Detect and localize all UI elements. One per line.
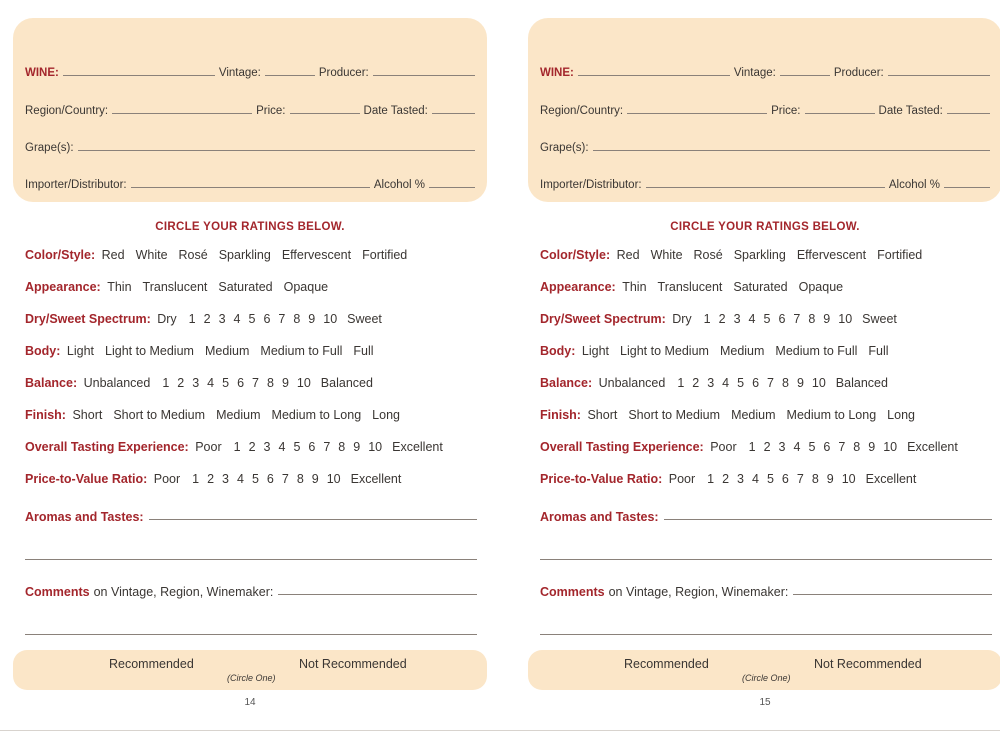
date-tasted-field[interactable] (432, 113, 475, 114)
comments-line-2[interactable] (540, 634, 992, 635)
rating-option[interactable]: Short (72, 408, 103, 422)
aromas-row (25, 510, 477, 524)
rating-label: Color/Style: (25, 248, 96, 262)
scale-number[interactable]: 5 (222, 376, 230, 390)
rating-label: Color/Style: (540, 248, 611, 262)
rating-option[interactable]: Red (101, 248, 125, 262)
scale-number[interactable]: 2 (207, 472, 215, 486)
rating-option[interactable]: Short (587, 408, 618, 422)
page-number: 14 (244, 697, 256, 708)
recommended-option[interactable]: Recommended (624, 657, 709, 671)
scale-number[interactable]: 8 (338, 440, 346, 454)
grapes-row (25, 138, 475, 154)
rating-price-value (540, 472, 927, 486)
page-number: 15 (759, 697, 771, 708)
scale-number[interactable]: 1 (707, 472, 715, 486)
scale-number[interactable]: 3 (263, 440, 271, 454)
rating-option[interactable]: White (650, 248, 683, 262)
price-field[interactable] (290, 113, 360, 114)
rating-option[interactable]: Fortified (362, 248, 408, 262)
importer-row (25, 175, 475, 191)
scale-number[interactable]: 2 (692, 376, 700, 390)
scale-low-option[interactable]: Dry (157, 312, 177, 326)
rating-option[interactable]: Long (887, 408, 915, 422)
scale-number[interactable]: 4 (752, 472, 759, 486)
vintage-field[interactable] (265, 75, 315, 76)
wine-label: WINE: (540, 67, 574, 79)
not-recommended-option[interactable]: Not Recommended (814, 657, 922, 671)
rating-label: Body: (540, 344, 576, 358)
scale-number[interactable]: 8 (296, 472, 304, 486)
rating-body (25, 344, 385, 358)
rating-option[interactable]: Light to Medium (620, 344, 709, 358)
scale-number[interactable]: 1 (677, 376, 685, 390)
aromas-label: Aromas and Tastes: (540, 510, 659, 524)
scale-number[interactable]: 4 (793, 440, 801, 454)
comments-row (25, 585, 477, 599)
rating-option[interactable]: White (135, 248, 168, 262)
scale-number[interactable]: 4 (207, 376, 215, 390)
rating-option[interactable]: Fortified (877, 248, 923, 262)
rating-option[interactable]: Thin (622, 280, 647, 294)
rating-label: Balance: (25, 376, 78, 390)
scale-number[interactable]: 6 (778, 312, 786, 326)
scale-number[interactable]: 9 (826, 472, 834, 486)
scale-number[interactable]: 10 (811, 376, 826, 390)
scale-number[interactable]: 4 (722, 376, 730, 390)
scale-number[interactable]: 6 (781, 472, 789, 486)
rating-option[interactable]: Medium to Full (260, 344, 343, 358)
rating-option[interactable]: Thin (107, 280, 132, 294)
importer-row (540, 175, 990, 191)
rating-option[interactable]: Medium to Long (786, 408, 877, 422)
scale-number[interactable]: 9 (308, 312, 316, 326)
rating-option[interactable]: Light to Medium (105, 344, 194, 358)
grapes-row (540, 138, 990, 154)
scale-number[interactable]: 1 (188, 312, 196, 326)
price-label: Price: (771, 105, 801, 117)
scale-number[interactable]: 1 (703, 312, 711, 326)
rating-label: Dry/Sweet Spectrum: (540, 312, 666, 326)
recommended-option[interactable]: Recommended (109, 657, 194, 671)
comments-field[interactable] (793, 594, 992, 595)
rating-label: Price-to-Value Ratio: (25, 472, 148, 486)
scale-number[interactable]: 7 (278, 312, 286, 326)
rating-option[interactable]: Rosé (693, 248, 723, 262)
scale-number[interactable]: 6 (266, 472, 274, 486)
scale-number[interactable]: 3 (733, 312, 741, 326)
scale-number[interactable]: 8 (853, 440, 861, 454)
vintage-field[interactable] (780, 75, 830, 76)
rating-option[interactable]: Rosé (178, 248, 208, 262)
rating-label: Overall Tasting Experience: (25, 440, 189, 454)
circle-ratings-heading: CIRCLE YOUR RATINGS BELOW. (670, 221, 860, 233)
price-label: Price: (256, 105, 286, 117)
scale-number[interactable]: 9 (868, 440, 876, 454)
scale-number[interactable]: 9 (353, 440, 361, 454)
circle-one-hint: (Circle One) (742, 673, 791, 683)
wine-field[interactable] (578, 75, 730, 76)
aromas-line-2[interactable] (540, 559, 992, 560)
rating-option[interactable]: Medium to Full (775, 344, 858, 358)
rating-label: Appearance: (25, 280, 101, 294)
rating-option[interactable]: Sparkling (733, 248, 786, 262)
rating-label: Price-to-Value Ratio: (540, 472, 663, 486)
region-row (25, 101, 475, 117)
scale-low-option[interactable]: Unbalanced (83, 376, 151, 390)
rating-option[interactable]: Effervescent (796, 248, 867, 262)
rating-option[interactable]: Saturated (218, 280, 273, 294)
scale-number[interactable]: 8 (266, 376, 274, 390)
circle-ratings-heading: CIRCLE YOUR RATINGS BELOW. (155, 221, 345, 233)
comments-label-rest: on Vintage, Region, Winemaker: (93, 585, 274, 599)
scale-number[interactable]: 10 (883, 440, 898, 454)
rating-balance (25, 376, 384, 390)
scale-number[interactable]: 8 (808, 312, 816, 326)
scale-number[interactable]: 6 (308, 440, 316, 454)
scale-number[interactable]: 7 (281, 472, 289, 486)
producer-label: Producer: (833, 67, 884, 79)
scale-number[interactable]: 7 (796, 472, 804, 486)
rating-label: Appearance: (540, 280, 616, 294)
importer-label: Importer/Distributor: (540, 179, 642, 191)
rating-label: Body: (25, 344, 61, 358)
rating-option[interactable]: Medium (719, 344, 765, 358)
scale-number[interactable]: 5 (766, 472, 774, 486)
alcohol-label: Alcohol % (373, 179, 425, 191)
scale-number[interactable]: 3 (222, 472, 229, 486)
scale-low-option[interactable]: Poor (153, 472, 181, 486)
rating-appearance (540, 280, 854, 294)
rating-label: Balance: (540, 376, 593, 390)
scale-number[interactable]: 6 (823, 440, 831, 454)
aromas-row (540, 510, 992, 524)
scale-number[interactable]: 9 (281, 376, 289, 390)
wine-row (540, 63, 990, 79)
scale-number[interactable]: 9 (823, 312, 831, 326)
producer-field[interactable] (373, 75, 475, 76)
date-tasted-label: Date Tasted: (363, 105, 428, 117)
rating-dry-sweet (540, 312, 908, 326)
scale-high-option[interactable]: Sweet (347, 312, 382, 326)
rating-option[interactable]: Full (868, 344, 889, 358)
rating-option[interactable]: Opaque (283, 280, 329, 294)
alcohol-label: Alcohol % (888, 179, 940, 191)
scale-low-option[interactable]: Dry (672, 312, 692, 326)
scale-high-option[interactable]: Sweet (862, 312, 897, 326)
importer-field[interactable] (646, 187, 885, 188)
scale-number[interactable]: 10 (841, 472, 856, 486)
comments-label: Comments (25, 585, 90, 599)
scale-number[interactable]: 2 (763, 440, 771, 454)
scale-low-option[interactable]: Poor (710, 440, 737, 454)
scale-number[interactable]: 1 (233, 440, 241, 454)
rating-option[interactable]: Medium (216, 408, 261, 422)
importer-field[interactable] (131, 187, 370, 188)
scale-number[interactable]: 5 (248, 312, 256, 326)
region-label: Region/Country: (25, 105, 109, 117)
scale-number[interactable]: 2 (177, 376, 185, 390)
scale-number[interactable]: 5 (293, 440, 301, 454)
aromas-field[interactable] (664, 519, 992, 520)
scale-number[interactable]: 8 (811, 472, 819, 486)
grapes-field[interactable] (593, 150, 990, 151)
date-tasted-label: Date Tasted: (878, 105, 943, 117)
rating-option[interactable]: Short to Medium (113, 408, 206, 422)
scale-number[interactable]: 1 (192, 472, 200, 486)
bottom-divider (0, 730, 1000, 731)
scale-number[interactable]: 10 (323, 312, 338, 326)
wine-label: WINE: (25, 67, 59, 79)
rating-option[interactable]: Light (66, 344, 95, 358)
rating-overall (540, 440, 969, 454)
vintage-label: Vintage: (218, 67, 261, 79)
scale-number[interactable]: 5 (808, 440, 816, 454)
rating-option[interactable]: Light (581, 344, 610, 358)
rating-finish (25, 408, 411, 422)
rating-option[interactable]: Translucent (657, 280, 723, 294)
rating-price-value (25, 472, 412, 486)
aromas-label: Aromas and Tastes: (25, 510, 144, 524)
scale-high-option[interactable]: Excellent (865, 472, 917, 486)
comments-line-2[interactable] (25, 634, 477, 635)
comments-field[interactable] (278, 594, 477, 595)
scale-number[interactable]: 8 (293, 312, 301, 326)
wine-field[interactable] (63, 75, 215, 76)
rating-option[interactable]: Medium (731, 408, 776, 422)
rating-option[interactable]: Medium (204, 344, 250, 358)
scale-number[interactable]: 4 (748, 312, 756, 326)
scale-number[interactable]: 5 (763, 312, 771, 326)
scale-number[interactable]: 2 (718, 312, 726, 326)
scale-high-option[interactable]: Balanced (835, 376, 888, 390)
scale-number[interactable]: 8 (781, 376, 789, 390)
scale-number[interactable]: 2 (248, 440, 256, 454)
scale-number[interactable]: 7 (767, 376, 774, 390)
alcohol-field[interactable] (944, 187, 990, 188)
rating-label: Dry/Sweet Spectrum: (25, 312, 151, 326)
scale-low-option[interactable]: Poor (668, 472, 696, 486)
scale-low-option[interactable]: Unbalanced (598, 376, 666, 390)
grapes-field[interactable] (78, 150, 475, 151)
scale-high-option[interactable]: Balanced (320, 376, 373, 390)
scale-number[interactable]: 7 (323, 440, 331, 454)
rating-label: Finish: (540, 408, 581, 422)
rating-balance (540, 376, 899, 390)
scale-number[interactable]: 3 (218, 312, 226, 326)
scale-number[interactable]: 9 (796, 376, 804, 390)
scale-number[interactable]: 3 (192, 376, 200, 390)
scale-number[interactable]: 7 (252, 376, 259, 390)
tasting-page-left (13, 0, 493, 737)
aromas-line-2[interactable] (25, 559, 477, 560)
producer-field[interactable] (888, 75, 990, 76)
region-field[interactable] (112, 113, 252, 114)
rating-option[interactable]: Sparkling (218, 248, 271, 262)
rating-option[interactable]: Long (372, 408, 400, 422)
rating-option[interactable]: Effervescent (281, 248, 352, 262)
rating-label: Finish: (25, 408, 66, 422)
rating-overall (25, 440, 454, 454)
scale-number[interactable]: 9 (311, 472, 319, 486)
scale-number[interactable]: 6 (237, 376, 245, 390)
rating-option[interactable]: Translucent (142, 280, 208, 294)
region-field[interactable] (627, 113, 767, 114)
scale-high-option[interactable]: Excellent (350, 472, 402, 486)
scale-number[interactable]: 5 (737, 376, 745, 390)
rating-option[interactable]: Short to Medium (628, 408, 721, 422)
rating-option[interactable]: Medium to Long (271, 408, 362, 422)
rating-color-style (25, 248, 418, 262)
wine-row (25, 63, 475, 79)
scale-high-option[interactable]: Excellent (907, 440, 958, 454)
scale-number[interactable]: 3 (778, 440, 786, 454)
comments-label: Comments (540, 585, 605, 599)
grapes-label: Grape(s): (25, 142, 74, 154)
comments-row (540, 585, 992, 599)
importer-label: Importer/Distributor: (25, 179, 127, 191)
rating-color-style (540, 248, 933, 262)
date-tasted-field[interactable] (947, 113, 990, 114)
scale-number[interactable]: 5 (251, 472, 259, 486)
rating-body (540, 344, 900, 358)
price-field[interactable] (805, 113, 875, 114)
scale-number[interactable]: 7 (793, 312, 801, 326)
vintage-label: Vintage: (733, 67, 776, 79)
scale-number[interactable]: 4 (237, 472, 244, 486)
wine-info-box (528, 18, 1000, 202)
scale-number[interactable]: 6 (263, 312, 271, 326)
recommendation-box (528, 650, 1000, 690)
scale-number[interactable]: 1 (162, 376, 170, 390)
scale-number[interactable]: 6 (752, 376, 760, 390)
rating-option[interactable]: Full (353, 344, 374, 358)
scale-low-option[interactable]: Poor (195, 440, 222, 454)
scale-number[interactable]: 4 (278, 440, 286, 454)
rating-appearance (25, 280, 339, 294)
scale-high-option[interactable]: Excellent (392, 440, 443, 454)
scale-number[interactable]: 10 (368, 440, 383, 454)
region-label: Region/Country: (540, 105, 624, 117)
scale-number[interactable]: 10 (838, 312, 853, 326)
not-recommended-option[interactable]: Not Recommended (299, 657, 407, 671)
aromas-field[interactable] (149, 519, 477, 520)
scale-number[interactable]: 2 (722, 472, 730, 486)
circle-one-hint: (Circle One) (227, 673, 276, 683)
rating-option[interactable]: Opaque (798, 280, 844, 294)
recommendation-box (13, 650, 487, 690)
grapes-label: Grape(s): (540, 142, 589, 154)
scale-number[interactable]: 4 (233, 312, 241, 326)
rating-dry-sweet (25, 312, 393, 326)
comments-label-rest: on Vintage, Region, Winemaker: (608, 585, 789, 599)
tasting-page-right (528, 0, 1000, 737)
scale-number[interactable]: 7 (838, 440, 846, 454)
scale-number[interactable]: 3 (707, 376, 715, 390)
rating-label: Overall Tasting Experience: (540, 440, 704, 454)
producer-label: Producer: (318, 67, 369, 79)
scale-number[interactable]: 10 (326, 472, 341, 486)
scale-number[interactable]: 10 (296, 376, 311, 390)
scale-number[interactable]: 3 (737, 472, 744, 486)
region-row (540, 101, 990, 117)
scale-number[interactable]: 1 (748, 440, 756, 454)
alcohol-field[interactable] (429, 187, 475, 188)
rating-finish (540, 408, 926, 422)
rating-option[interactable]: Red (616, 248, 640, 262)
wine-info-box (13, 18, 487, 202)
rating-option[interactable]: Saturated (733, 280, 788, 294)
scale-number[interactable]: 2 (203, 312, 211, 326)
